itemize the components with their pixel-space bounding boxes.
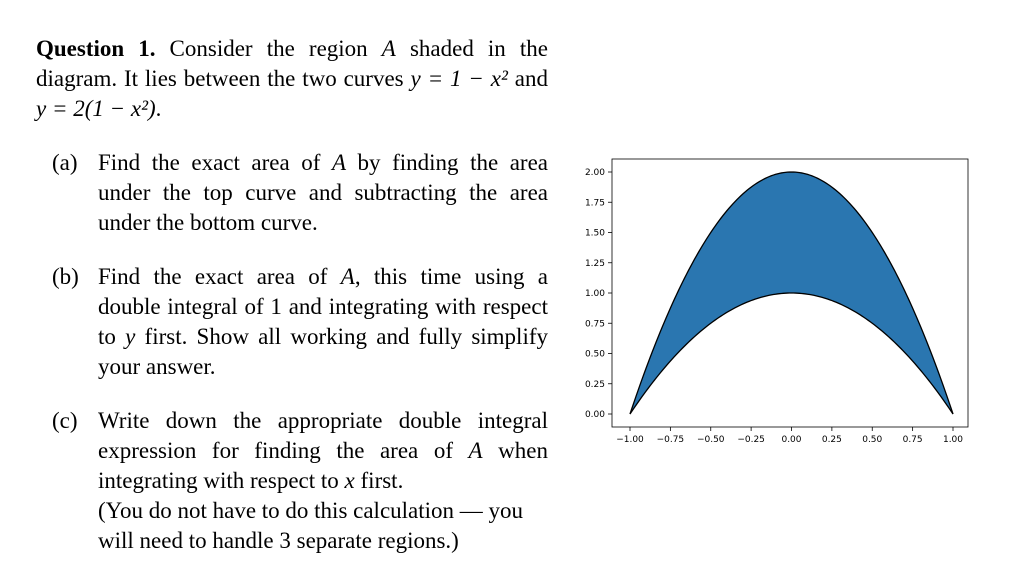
x-tick-label: −0.25 bbox=[737, 435, 765, 445]
y-tick-label: 0.50 bbox=[584, 349, 605, 360]
part-text-segment: , this time using a double integral of 1 and integrating with respect to bbox=[98, 264, 548, 349]
y-tick-label: 1.25 bbox=[584, 258, 605, 269]
part-text-segment: Find the exact area of bbox=[98, 150, 332, 175]
part-text bbox=[98, 262, 548, 382]
region-symbol: A bbox=[381, 36, 396, 61]
x-tick-label: −0.75 bbox=[656, 435, 685, 445]
region-plot bbox=[560, 150, 1000, 455]
question-parts bbox=[36, 148, 548, 556]
y-tick-label: 2.00 bbox=[584, 168, 605, 178]
intro-text: . bbox=[155, 96, 162, 121]
x-tick-label: 0.50 bbox=[862, 435, 883, 445]
part-text-segment: first. Show all working and fully simplify your answer. bbox=[98, 324, 548, 379]
part-text-segment: by finding the area under the top curve and subtracting the area under the bottom curve. bbox=[98, 150, 548, 235]
part-text bbox=[98, 406, 548, 556]
curve-equation-1: y = 1 − x² bbox=[410, 66, 508, 91]
x-tick-label: 1.00 bbox=[942, 435, 964, 445]
curve-equation-2: y = 2(1 − x²) bbox=[36, 96, 156, 121]
part-label: (a) bbox=[52, 150, 78, 175]
part-text-segment: Find the exact area of bbox=[98, 264, 341, 289]
region-symbol: A bbox=[331, 150, 347, 175]
part-c bbox=[36, 406, 548, 556]
part-label: (c) bbox=[52, 408, 78, 433]
y-tick-label: 0.00 bbox=[584, 410, 605, 420]
x-tick-label: 0.25 bbox=[821, 435, 842, 445]
part-text bbox=[98, 148, 548, 238]
region-symbol: A bbox=[340, 264, 355, 289]
intro-text: shaded in the diagram. It lies between the two curves bbox=[36, 36, 549, 91]
intro-text: Consider the region bbox=[169, 36, 382, 61]
y-tick-label: 1.50 bbox=[584, 228, 605, 239]
x-tick-label: −1.00 bbox=[616, 435, 644, 445]
part-label: (b) bbox=[52, 264, 79, 289]
y-tick-label: 0.75 bbox=[584, 319, 605, 330]
x-tick-label: 0.75 bbox=[902, 435, 923, 445]
x-tick-label: −0.50 bbox=[696, 435, 725, 445]
part-text-segment: Write down the appropriate double integral expression for finding the area of bbox=[98, 408, 548, 463]
part-text-segment: when integrating with respect to bbox=[98, 438, 548, 493]
y-tick-label: 1.75 bbox=[584, 198, 605, 209]
x-tick-label: 0.00 bbox=[781, 435, 802, 445]
question-block bbox=[36, 34, 548, 580]
question-intro bbox=[36, 34, 548, 124]
region-symbol: A bbox=[468, 438, 483, 463]
part-b bbox=[36, 262, 548, 382]
part-note: (You do not have to do this calculation — you will need to handle 3 separate regions.) bbox=[98, 498, 524, 553]
y-tick-label: 1.00 bbox=[584, 289, 605, 299]
y-tick-label: 0.25 bbox=[584, 379, 605, 390]
variable-symbol: y bbox=[125, 324, 136, 349]
question-label: Question 1. bbox=[36, 36, 156, 61]
intro-text: and bbox=[507, 66, 548, 91]
part-a bbox=[36, 148, 548, 238]
variable-symbol: x bbox=[344, 468, 355, 493]
part-text-segment: first. bbox=[354, 468, 404, 493]
